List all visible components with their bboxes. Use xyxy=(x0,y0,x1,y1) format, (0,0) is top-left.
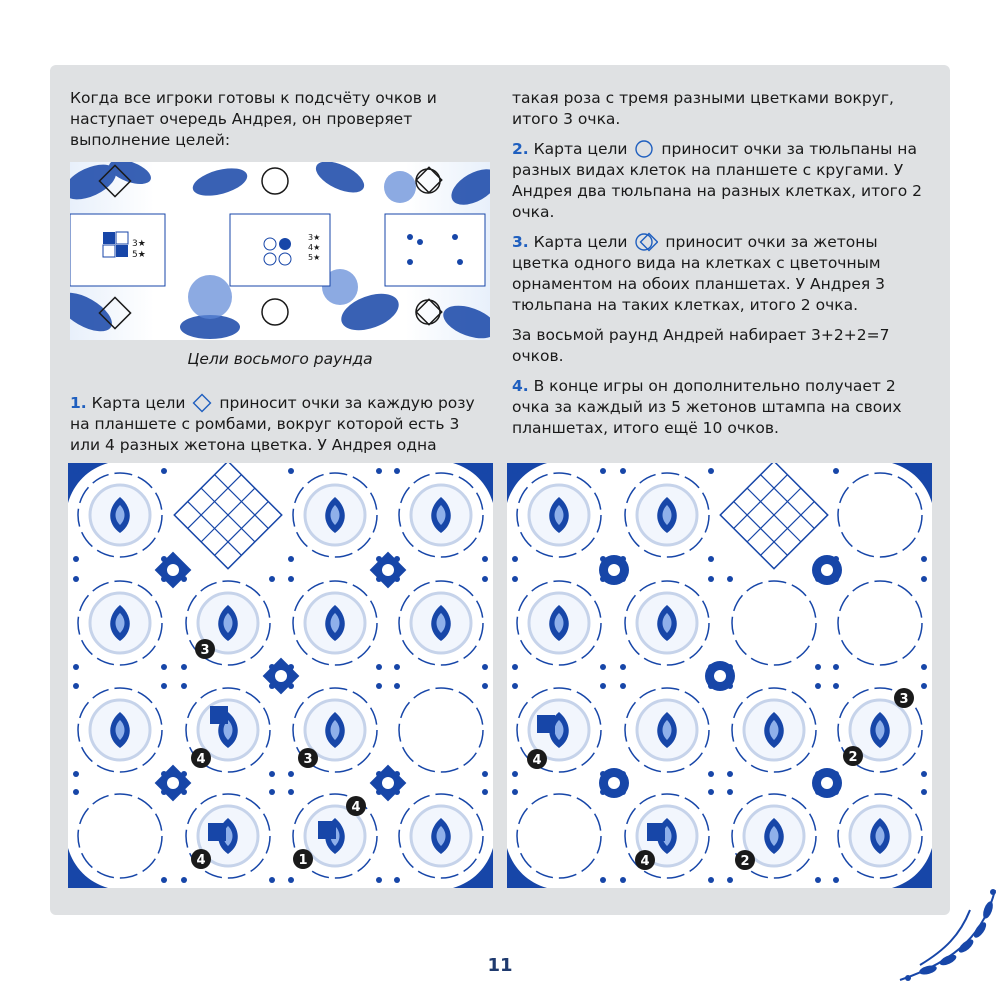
goal-card-score: 5★ xyxy=(308,253,321,262)
svg-text:2: 2 xyxy=(848,750,858,765)
circle-goal-icon xyxy=(634,139,654,159)
left-text-column xyxy=(70,88,490,160)
item-1-text: приносит очки за каждую розу на планшете с ромбами, вокруг которой есть 3 или 4 разных жетона цветка. У Андрея одна xyxy=(70,394,475,454)
svg-text:1: 1 xyxy=(298,853,308,868)
svg-text:3: 3 xyxy=(303,752,313,767)
svg-text:2: 2 xyxy=(740,854,750,869)
goal-two-paragraph xyxy=(512,139,932,223)
svg-text:3: 3 xyxy=(899,692,909,707)
goal-one-paragraph xyxy=(70,393,490,456)
goal-card-diamond xyxy=(70,214,165,286)
svg-text:4: 4 xyxy=(640,854,650,869)
left-board-badges xyxy=(68,463,493,888)
score-badge xyxy=(894,688,914,708)
score-badge xyxy=(843,746,863,766)
item-1-lead: Карта цели xyxy=(91,394,186,412)
item-2-text: приносит очки за тюльпаны на разных видах клеток на планшете с кругами. У Андрея два тюльпана на разных клетках, итого 2 очка. xyxy=(512,140,923,221)
svg-text:4: 4 xyxy=(351,800,361,815)
item-4-number: 4. xyxy=(512,377,529,395)
svg-text:4: 4 xyxy=(532,753,542,768)
player-board-diamonds xyxy=(68,463,493,888)
goal-card-score: 4★ xyxy=(308,243,321,252)
item-3-text: приносит очки за жетоны цветка одного вида на клетках с цветочным орнаментом на обоих планшетах. У Андрея 3 тюльпана на таких клетках, итого 2 очка. xyxy=(512,233,885,314)
goal-card-score: 5★ xyxy=(132,250,146,260)
item-2-number: 2. xyxy=(512,140,529,158)
item-4-text: В конце игры он дополнительно получает 2 очка за каждый из 5 жетонов штампа на своих планшетах, итого ещё 10 очков. xyxy=(512,377,902,437)
svg-text:4: 4 xyxy=(196,752,206,767)
gzhel-goals-artwork xyxy=(70,162,490,340)
score-badge xyxy=(635,850,655,870)
score-badge xyxy=(293,849,313,869)
right-board-badges xyxy=(507,463,932,888)
goal-four-paragraph xyxy=(512,376,932,439)
item-2-lead: Карта цели xyxy=(533,140,628,158)
score-badge xyxy=(735,850,755,870)
score-badge xyxy=(191,748,211,768)
goal-card-circle-diamond xyxy=(385,214,485,286)
right-text-column xyxy=(512,88,932,448)
item-3-lead: Карта цели xyxy=(533,233,628,251)
item-1-number: 1. xyxy=(70,394,87,412)
score-badge xyxy=(191,849,211,869)
goal-card-score: 3★ xyxy=(132,239,146,249)
score-badge xyxy=(527,749,547,769)
score-badge xyxy=(195,639,215,659)
goal-card-score: 3★ xyxy=(308,233,321,242)
circle-diamond-goal-icon xyxy=(634,232,658,252)
page-number: 11 xyxy=(487,955,513,976)
goal-card-circle xyxy=(230,214,330,286)
round-goals-image xyxy=(70,162,490,340)
item-1-continued: такая роза с тремя разными цветками вокруг, итого 3 очка. xyxy=(512,89,894,128)
round-total-paragraph: За восьмой раунд Андрей набирает 3+2+2=7 очков. xyxy=(512,326,890,365)
player-board-circles xyxy=(507,463,932,888)
intro-paragraph: Когда все игроки готовы к подсчёту очков и наступает очередь Андрея, он проверяет выполнение целей: xyxy=(70,89,437,149)
svg-text:3: 3 xyxy=(200,643,210,658)
item-3-number: 3. xyxy=(512,233,529,251)
score-badge xyxy=(346,796,366,816)
diamond-goal-icon xyxy=(192,393,212,413)
score-badge xyxy=(298,748,318,768)
goals-caption: Цели восьмого раунда xyxy=(187,350,373,368)
goal-three-paragraph xyxy=(512,232,932,316)
svg-text:4: 4 xyxy=(196,853,206,868)
